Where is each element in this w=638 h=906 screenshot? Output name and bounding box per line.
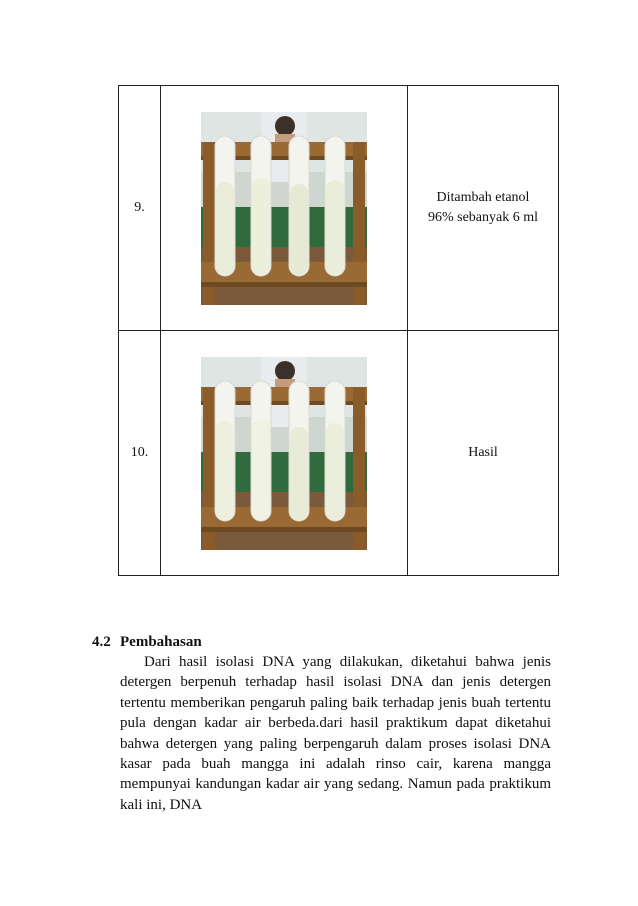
description-line: Hasil	[468, 445, 498, 460]
section-number: 4.2	[92, 634, 111, 650]
description-line: Ditambah etanol	[436, 190, 530, 205]
section-title: Pembahasan	[120, 634, 202, 650]
body-paragraph: Dari hasil isolasi DNA yang dilakukan, diketahui bahwa jenis detergen berpenuh terhadap hasil isolasi DNA dan jenis detergen tertentu memberikan pengaruh paling baik terhadap jenis buah tertentu pula dengan kadar air berbeda.dari hasil praktikum dapat diketahui bahwa detergen yang paling berpengaruh dalam proses isolasi DNA kasar pada buah mangga ini adalah rinso cair, karena mangga mempunyai kandungan kadar air yang sedang. Namun pada praktikum kali ini, DNA	[120, 654, 551, 813]
row-description	[408, 86, 559, 331]
row-number: 10.	[119, 331, 161, 576]
table-row	[119, 331, 559, 576]
observation-table	[118, 85, 559, 576]
photo-cell	[161, 86, 408, 331]
test-tube-rack-photo-icon	[201, 112, 367, 305]
row-description	[408, 331, 559, 576]
test-tube-rack-photo-icon	[201, 357, 367, 550]
description-line: 96% sebanyak 6 ml	[427, 210, 539, 225]
row-number: 9.	[119, 86, 161, 331]
table-row	[119, 86, 559, 331]
section-heading	[92, 632, 202, 652]
photo-cell	[161, 331, 408, 576]
